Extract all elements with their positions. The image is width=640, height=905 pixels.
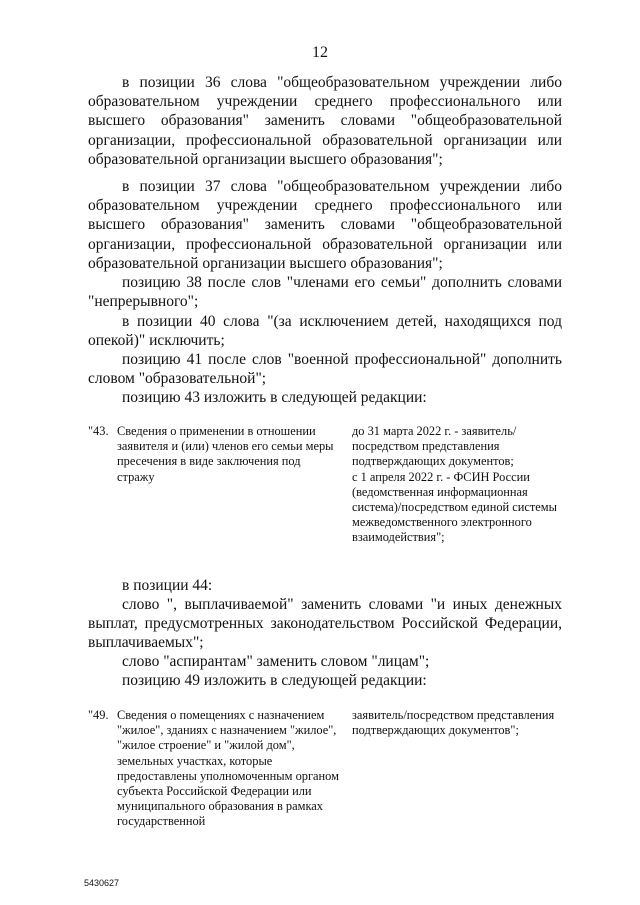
amendment-position-37: в позиции 37 слова "общеобразовательном учреждении либо образовательном учреждении среднего профессионального или высшего образования" заменить словами "общеобразовательной организации, профессиональной образовательной организации или образовательной организации высшего образования"; — [88, 178, 562, 272]
amendment-position-49-intro: позицию 49 изложить в следующей редакции: — [122, 672, 427, 689]
entry-source: до 31 марта 2022 г. - заявитель/посредством представления подтверждающих документов; с 1 апреля 2022 г. - ФСИН России (ведомственная информационная система)/посредством единой системы межведомственного электронного взаимодействия"; — [352, 424, 557, 545]
entry-description: Сведения о применении в отношении заявителя и (или) членов его семьи меры пресечения в виде заключения под стражу — [117, 424, 334, 484]
amendment-position-38: позицию 38 после слов "членами его семьи" дополнить словами "непрерывного"; — [88, 274, 562, 311]
amendment-position-40: в позиции 40 слова "(за исключением детей, находящихся под опекой)" исключить; — [88, 313, 562, 350]
amendment-position-41: позицию 41 после слов "военной профессиональной" дополнить словом "образовательной"; — [88, 351, 562, 388]
page-number: 12 — [312, 44, 328, 61]
entry-number: "43. — [88, 424, 109, 438]
entry-source: заявитель/посредством представления подтверждающих документов"; — [352, 708, 555, 738]
amendment-position-44-intro: в позиции 44: — [122, 577, 213, 594]
entry-description: Сведения о помещениях с назначением "жилое", зданиях с назначением "жилое", "жилое строение" и "жилой дом", земельных участках, которые предоставлены уполномоченным органом субъекта Российской Федерации или муниципального образования в рамках государственной — [117, 708, 339, 829]
entry-number: "49. — [88, 708, 109, 722]
amendment-word-replacement-2: слово "аспирантам" заменить словом "лицам"; — [122, 653, 430, 670]
document-code: 5430627 — [84, 878, 120, 888]
amendment-word-replacement-1: слово ", выплачиваемой" заменить словами "и иных денежных выплат, предусмотренных законодательством Российской Федерации, выплачиваемых"; — [88, 596, 562, 652]
amendment-position-43-intro: позицию 43 изложить в следующей редакции: — [122, 389, 427, 406]
amendment-position-36: в позиции 36 слова "общеобразовательном учреждении либо образовательном учреждении среднего профессионального или высшего образования" заменить словами "общеобразовательной организации, профессиональной образовательной организации или образовательной организации высшего образования"; — [88, 74, 562, 168]
